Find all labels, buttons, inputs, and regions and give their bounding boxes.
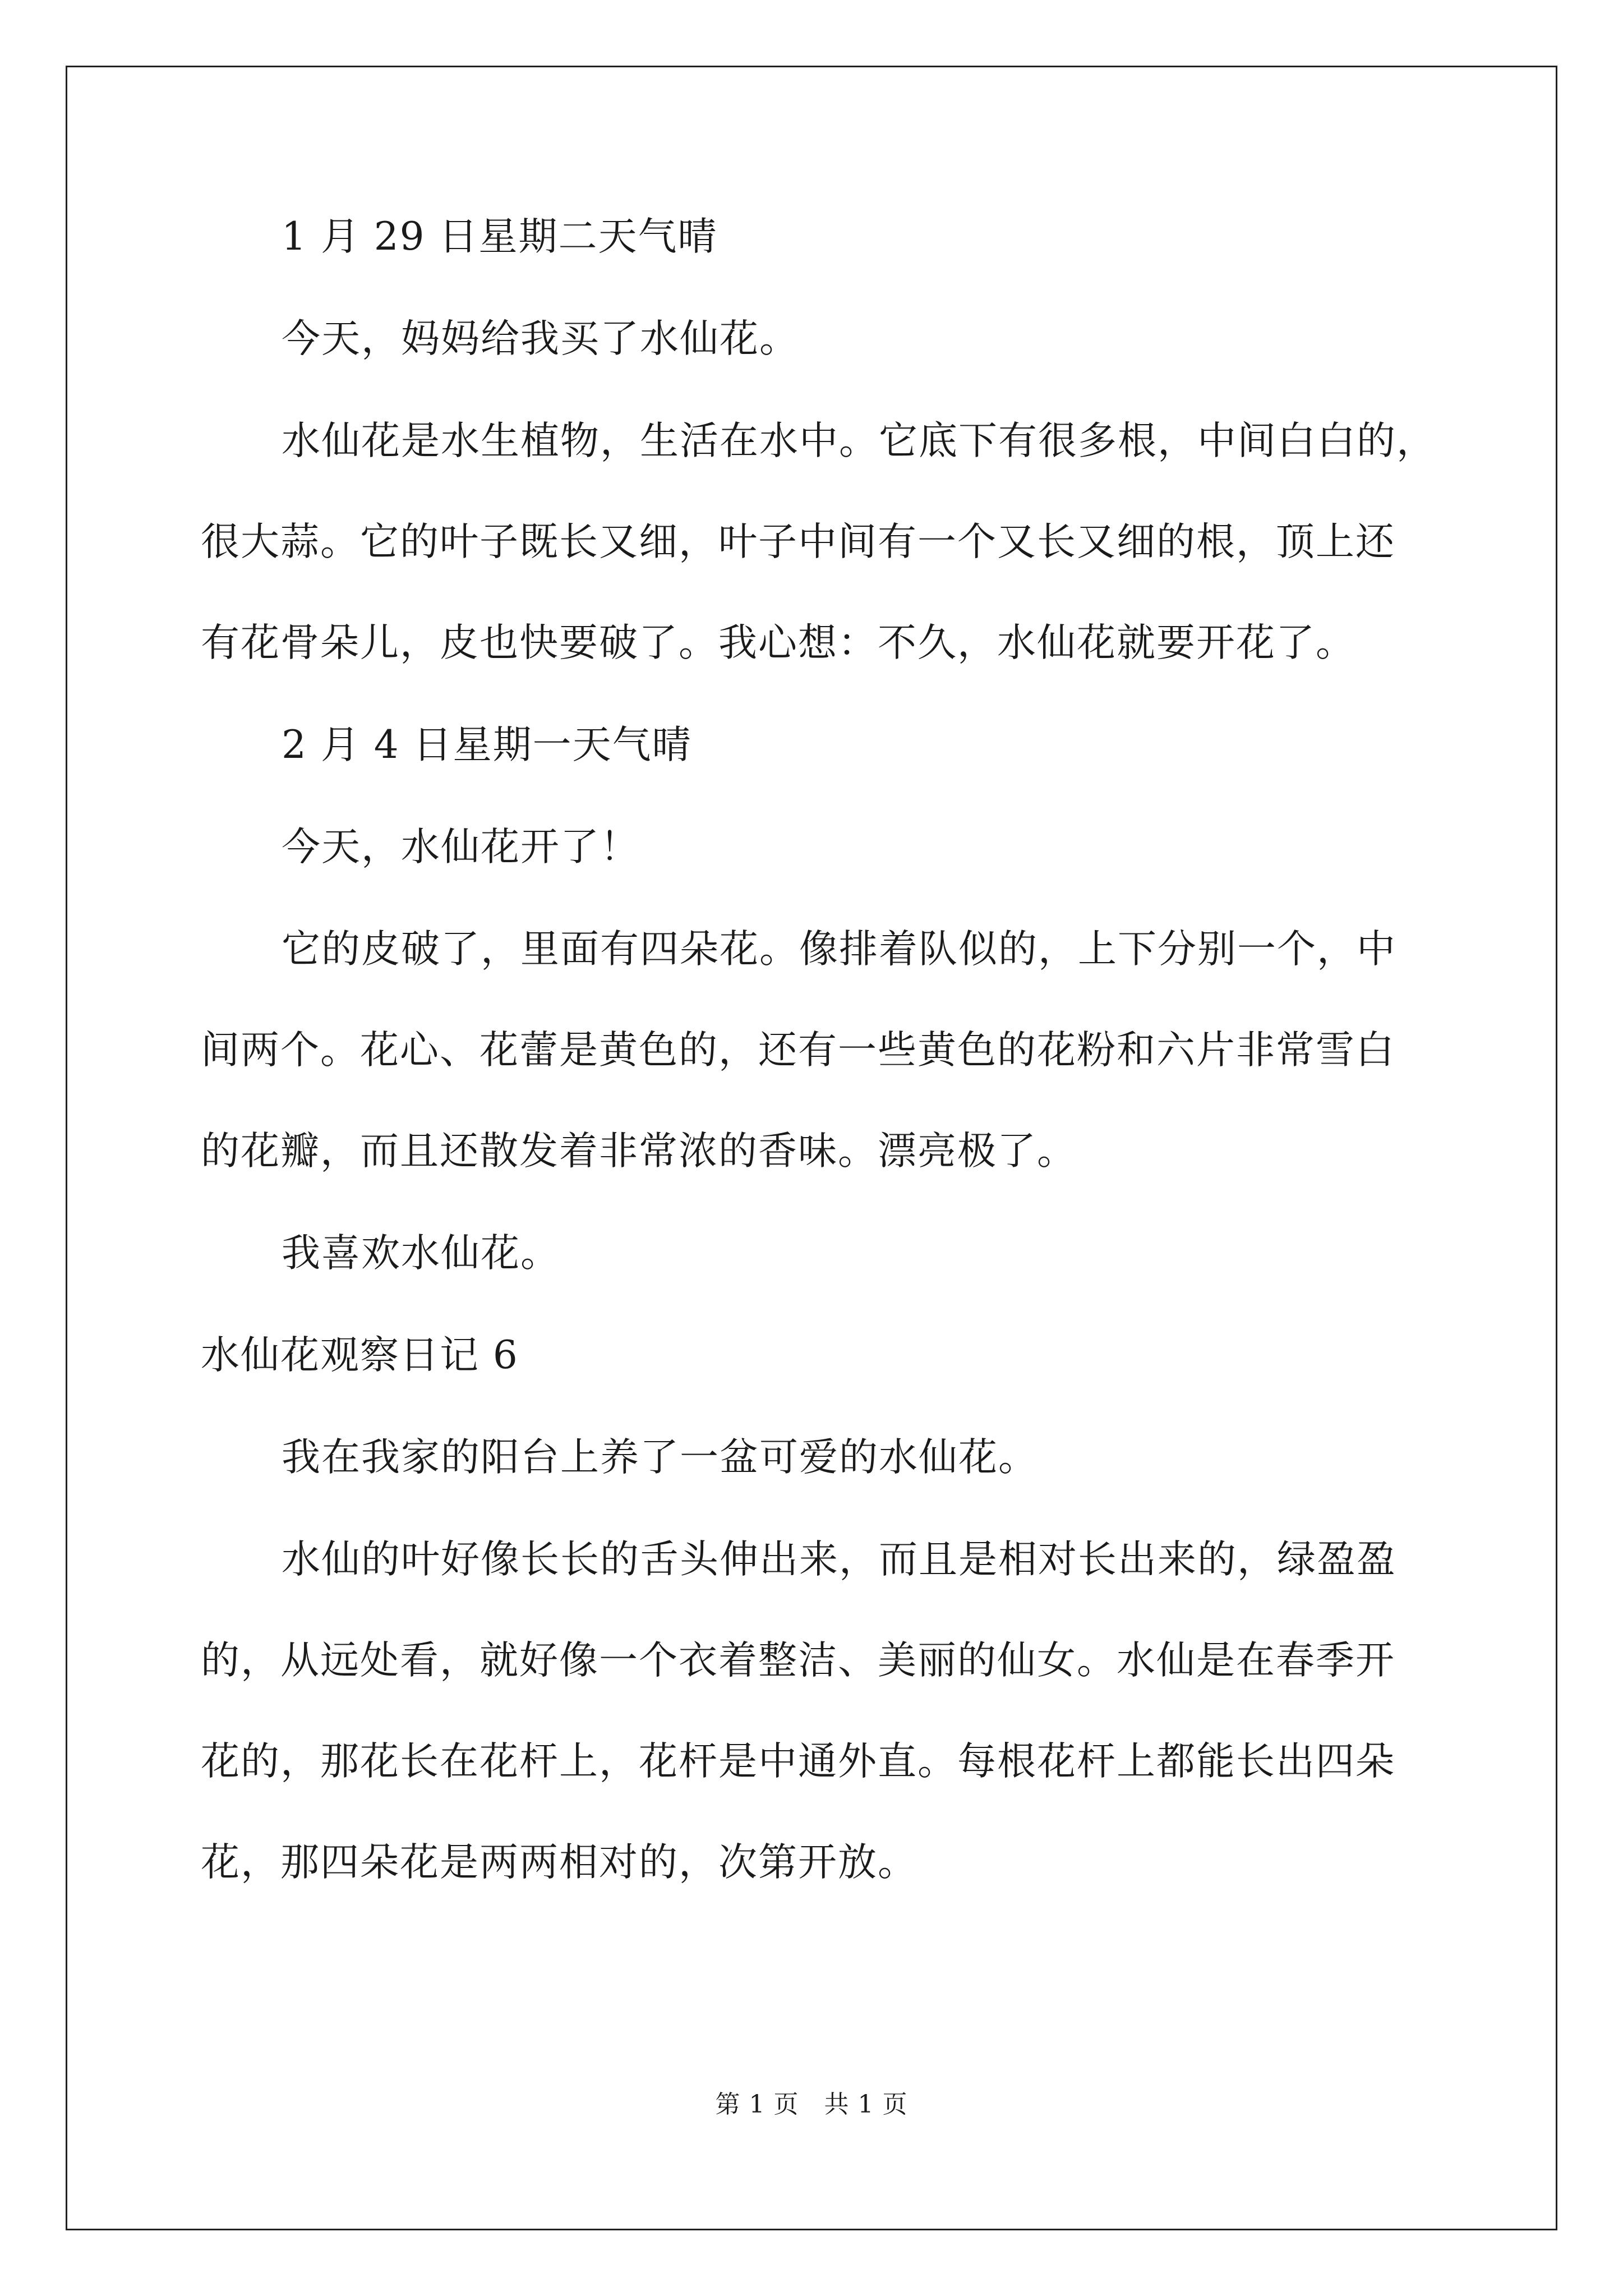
paragraph-line: 今天，水仙花开了！ (282, 825, 640, 869)
paragraph-line: 水仙花是水生植物，生活在水中。它底下有很多根，中间白白的， (282, 418, 1436, 463)
diary-entry-date: 1 月 29 日星期二天气晴 (282, 214, 718, 259)
paragraph-line: 的花瓣，而且还散发着非常浓的香味。漂亮极了。 (201, 1129, 1077, 1174)
diary-entry-date: 2 月 4 日星期一天气晴 (282, 723, 692, 767)
paragraph-line: 水仙的叶好像长长的舌头伸出来，而且是相对长出来的，绿盈盈 (282, 1537, 1396, 1582)
document-body (201, 209, 1468, 1890)
paragraph-line: 它的皮破了，里面有四朵花。像排着队似的，上下分别一个，中 (282, 927, 1396, 972)
paragraph-line: 的，从远处看，就好像一个衣着整洁、美丽的仙女。水仙是在春季开 (201, 1638, 1395, 1683)
paragraph-line: 有花骨朵儿，皮也快要破了。我心想：不久，水仙花就要开花了。 (201, 620, 1355, 665)
paragraph-line: 今天，妈妈给我买了水仙花。 (282, 316, 799, 361)
paragraph-line: 间两个。花心、花蕾是黄色的，还有一些黄色的花粉和六片非常雪白 (201, 1028, 1395, 1073)
paragraph-line: 花，那四朵花是两两相对的，次第开放。 (201, 1840, 917, 1885)
paragraph-line: 我在我家的阳台上养了一盆可爱的水仙花。 (282, 1435, 1038, 1480)
paragraph-line: 我喜欢水仙花。 (282, 1231, 560, 1276)
section-title: 水仙花观察日记 6 (201, 1333, 519, 1378)
paragraph-line: 花的，那花长在花杆上，花杆是中通外直。每根花杆上都能长出四朵 (201, 1739, 1395, 1784)
page-number-footer: 第 1 页 共 1 页 (715, 2090, 908, 2119)
paragraph-line: 很大蒜。它的叶子既长又细，叶子中间有一个又长又细的根，顶上还 (201, 519, 1395, 564)
